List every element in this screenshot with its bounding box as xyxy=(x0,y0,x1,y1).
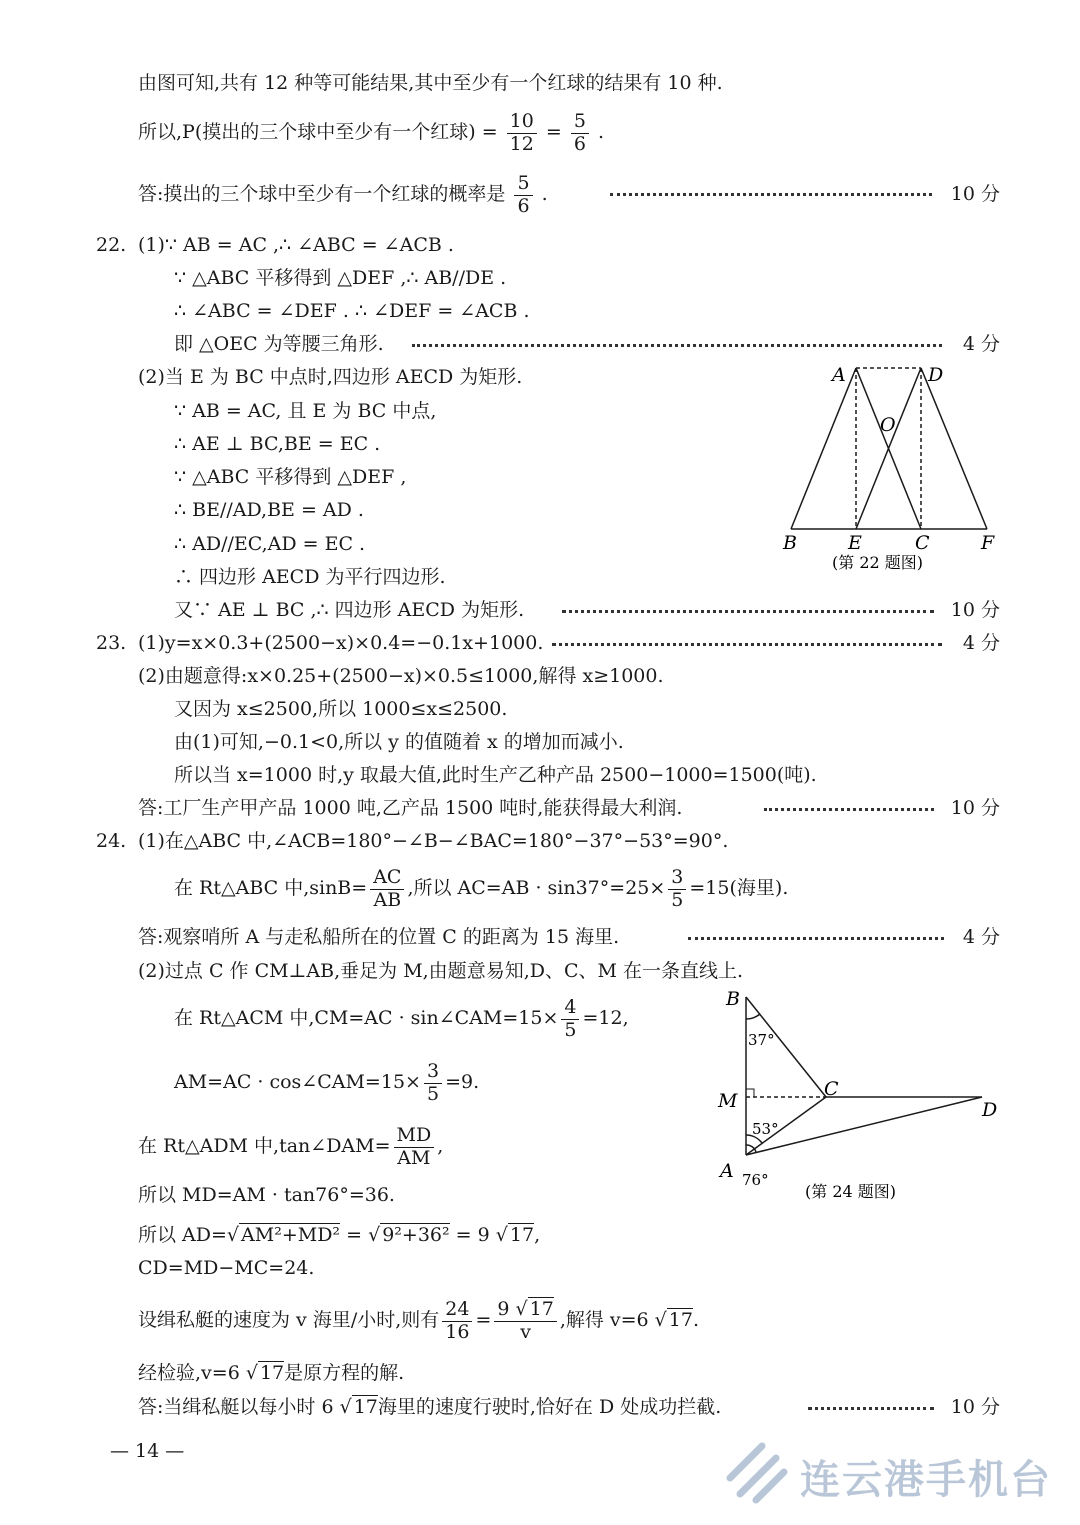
leader-dots xyxy=(764,808,934,811)
q22-line-6: ∵ AB = AC, 且 E 为 BC 中点, xyxy=(174,400,437,422)
q22-line-8: ∵ △ABC 平移得到 △DEF , xyxy=(174,466,407,488)
q22-line-12: 又∵ AE ⊥ BC ,∴ 四边形 AECD 为矩形. 10 分 xyxy=(0,593,1000,627)
score-label: 10 分 xyxy=(950,797,1000,819)
q23-line-4: 由(1)可知,−0.1<0,所以 y 的值随着 x 的增加而减小. xyxy=(174,731,624,753)
label-m: M xyxy=(718,1090,738,1112)
q22-line-3: ∴ ∠ABC = ∠DEF . ∴ ∠DEF = ∠ACB . xyxy=(174,300,530,322)
q24-line-6: AM=AC · cos∠CAM=15× $\frac{3}{5}$ =9. xyxy=(174,1059,480,1105)
q24-line-8: 所以 MD=AM · tan76°=36. xyxy=(138,1184,395,1206)
q24-line-4: (2)过点 C 作 CM⊥AB,垂足为 M,由题意易知,D、C、M 在一条直线上. xyxy=(138,960,744,982)
fraction: $\frac{5}{6}$ xyxy=(571,111,589,156)
score-label: 10 分 xyxy=(950,1396,1000,1418)
fraction: $\frac{3}{5}$ xyxy=(424,1061,442,1106)
fraction: $\frac{AC}{AB}$ xyxy=(370,867,404,912)
figure-caption: (第 22 题图) xyxy=(832,553,924,572)
fraction: $\frac{10}{12}$ xyxy=(507,111,537,156)
q24-line-11: 设缉私艇的速度为 v 海里/小时,则有 $\frac{24}{16}$ = $\frac{9 √ 17}{v}$ ,解得 v=6 √ 17. xyxy=(138,1297,700,1343)
q23-line-2: (2)由题意得:x×0.25+(2500−x)×0.5≤1000,解得 x≥1000. xyxy=(138,665,664,687)
score-label: 10 分 xyxy=(950,599,1000,621)
fraction: $\frac{9 √ 17}{v}$ xyxy=(494,1299,556,1344)
q23-line-6: 答:工厂生产甲产品 1000 吨,乙产品 1500 吨时,能获得最大利润. 10 分 xyxy=(0,791,1000,825)
figure-24 xyxy=(700,985,1020,1215)
q24-line-7: 在 Rt△ADM 中,tan∠DAM= $\frac{MD}{AM}$ , xyxy=(138,1123,444,1169)
question-number: 24. xyxy=(96,830,127,852)
fraction: $\frac{MD}{AM}$ xyxy=(394,1125,435,1170)
q22-line-5: (2)当 E 为 BC 中点时,四边形 AECD 为矩形. xyxy=(138,366,523,388)
fraction: $\frac{3}{5}$ xyxy=(668,867,686,912)
q22-line-11: ∴ 四边形 AECD 为平行四边形. xyxy=(174,566,446,588)
q22-line-1: 22. (1)∵ AB = AC ,∴ ∠ABC = ∠ACB . xyxy=(0,228,1000,262)
line-df xyxy=(921,368,987,529)
label-e: E xyxy=(848,532,862,554)
label-o: O xyxy=(880,414,896,436)
leader-dots xyxy=(688,937,944,940)
watermark-logo-icon xyxy=(722,1438,792,1508)
q21-line-1: 由图可知,共有 12 种等可能结果,其中至少有一个红球的结果有 10 种. xyxy=(138,72,723,94)
score-label: 4 分 xyxy=(962,333,1000,355)
q24-line-1: 24. (1)在△ABC 中,∠ACB=180°−∠B−∠BAC=180°−37°−53°=90°. xyxy=(0,824,1000,858)
leader-dots xyxy=(552,643,942,646)
label-b: B xyxy=(783,532,797,554)
q24-line-2: 在 Rt△ABC 中,sinB= $\frac{AC}{AB}$ ,所以 AC=AB · sin37°=25× $\frac{3}{5}$ =15(海里). xyxy=(174,865,789,911)
angle-label-53: 53° xyxy=(752,1120,779,1138)
figure-22 xyxy=(770,355,1010,580)
label-d: D xyxy=(982,1099,998,1121)
q24-line-5: 在 Rt△ACM 中,CM=AC · sin∠CAM=15× $\frac{4}{5}$ =12, xyxy=(174,995,629,1041)
label-a: A xyxy=(832,364,846,386)
label-b: B xyxy=(726,988,740,1010)
label-a: A xyxy=(720,1160,734,1182)
label-c: C xyxy=(915,532,930,554)
leader-dots xyxy=(412,344,942,347)
fraction: $\frac{5}{6}$ xyxy=(514,173,532,218)
q23-line-3: 又因为 x≤2500,所以 1000≤x≤2500. xyxy=(174,698,508,720)
q24-line-13: 答:当缉私艇以每小时 6 √ 17海里的速度行驶时,恰好在 D 处成功拦截. 10 分 xyxy=(0,1390,1000,1424)
leader-dots xyxy=(562,610,934,613)
q24-line-9: 所以 AD=√ AM²+MD² = √ 9²+36² = 9 √ 17, xyxy=(138,1224,541,1246)
q23-line-5: 所以当 x=1000 时,y 取最大值,此时生产乙种产品 2500−1000=1500(吨). xyxy=(174,764,817,786)
score-label: 4 分 xyxy=(962,632,1000,654)
q22-line-7: ∴ AE ⊥ BC,BE = EC . xyxy=(174,433,381,455)
q22-line-4: 即 △OEC 为等腰三角形. 4 分 xyxy=(0,327,1000,361)
q22-line-2: ∵ △ABC 平移得到 △DEF ,∴ AB//DE . xyxy=(174,267,507,289)
angle-label-76: 76° xyxy=(742,1171,769,1189)
score-label: 10 分 xyxy=(950,183,1000,205)
figure-caption: (第 24 题图) xyxy=(805,1182,897,1201)
q24-line-10: CD=MD−MC=24. xyxy=(138,1257,315,1279)
question-number: 22. xyxy=(96,234,127,256)
angle-arc-b xyxy=(746,1014,760,1019)
angle-label-37: 37° xyxy=(748,1031,775,1049)
label-f: F xyxy=(981,532,995,554)
q22-line-10: ∴ AD//EC,AD = EC . xyxy=(174,533,366,555)
fraction: $\frac{24}{16}$ xyxy=(442,1299,472,1344)
q24-line-3: 答:观察哨所 A 与走私船所在的位置 C 的距离为 15 海里. 4 分 xyxy=(0,920,1000,954)
watermark-text: 连云港手机台 xyxy=(800,1457,1052,1503)
q24-line-12: 经检验,v=6 √ 17是原方程的解. xyxy=(138,1362,405,1384)
question-number: 23. xyxy=(96,632,127,654)
q23-line-1: 23. (1)y=x×0.3+(2500−x)×0.4=−0.1x+1000. 4 分 xyxy=(0,626,1000,660)
q22-line-9: ∴ BE//AD,BE = AD . xyxy=(174,499,364,521)
line-ab xyxy=(791,368,856,529)
score-label: 4 分 xyxy=(962,926,1000,948)
label-d: D xyxy=(928,364,944,386)
right-angle-mark xyxy=(746,1089,754,1097)
line-ad xyxy=(746,1097,982,1155)
fraction: $\frac{4}{5}$ xyxy=(561,997,579,1042)
page-number: — 14 — xyxy=(110,1440,185,1462)
q21-line-2: 所以,P(摸出的三个球中至少有一个红球) = $\frac{10}{12}$ = $\frac{5}{6}$ . xyxy=(138,109,605,155)
leader-dots xyxy=(610,193,932,196)
q21-line-3: 答:摸出的三个球中至少有一个红球的概率是 $\frac{5}{6}$ . 10 分 xyxy=(0,164,1000,224)
label-c: C xyxy=(824,1078,839,1100)
leader-dots xyxy=(808,1407,934,1410)
